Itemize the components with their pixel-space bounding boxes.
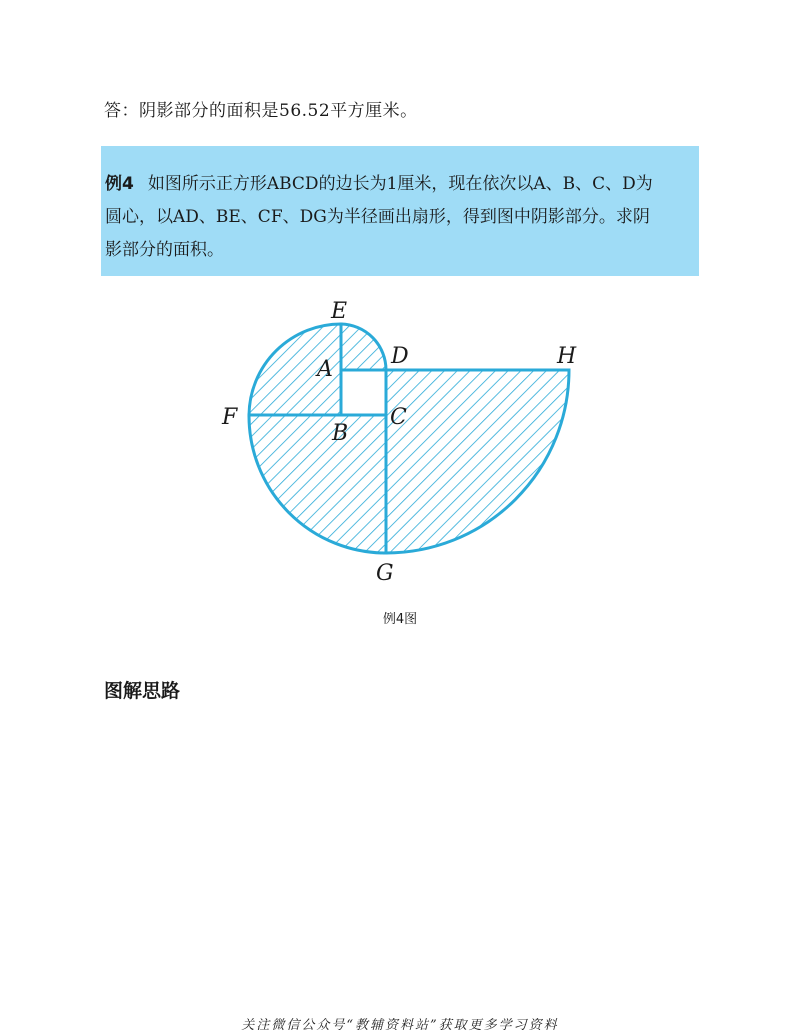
figure-caption: 例4图 bbox=[382, 612, 418, 627]
answer-text: 答：阴影部分的面积是56.52平方厘米。 bbox=[104, 101, 418, 121]
label-a: A bbox=[317, 357, 333, 382]
square-abcd bbox=[341, 370, 386, 415]
sector-center-b bbox=[249, 415, 386, 553]
label-e: E bbox=[331, 299, 348, 324]
label-c: C bbox=[390, 405, 407, 430]
label-f: F bbox=[222, 405, 238, 430]
label-b: B bbox=[332, 421, 349, 446]
label-d: D bbox=[391, 344, 409, 369]
example-label: 例4 bbox=[105, 174, 134, 194]
label-h: H bbox=[557, 344, 577, 369]
sector-center-c bbox=[386, 370, 569, 553]
label-g: G bbox=[376, 561, 394, 586]
sector-center-d bbox=[341, 324, 386, 370]
footer-note: 关注微信公众号“教辅资料站”获取更多学习资料 bbox=[241, 1018, 559, 1033]
example-line-2: 圆心，以AD、BE、CF、DG为半径画出扇形，得到图中阴影部分。求阴 bbox=[105, 207, 650, 227]
example-line-3: 影部分的面积。 bbox=[105, 240, 224, 260]
shaded-region bbox=[249, 324, 569, 553]
example-text-1: 如图所示正方形ABCD的边长为1厘米，现在依次以A、B、C、D为 bbox=[147, 174, 653, 194]
section-heading: 图解思路 bbox=[104, 680, 181, 702]
